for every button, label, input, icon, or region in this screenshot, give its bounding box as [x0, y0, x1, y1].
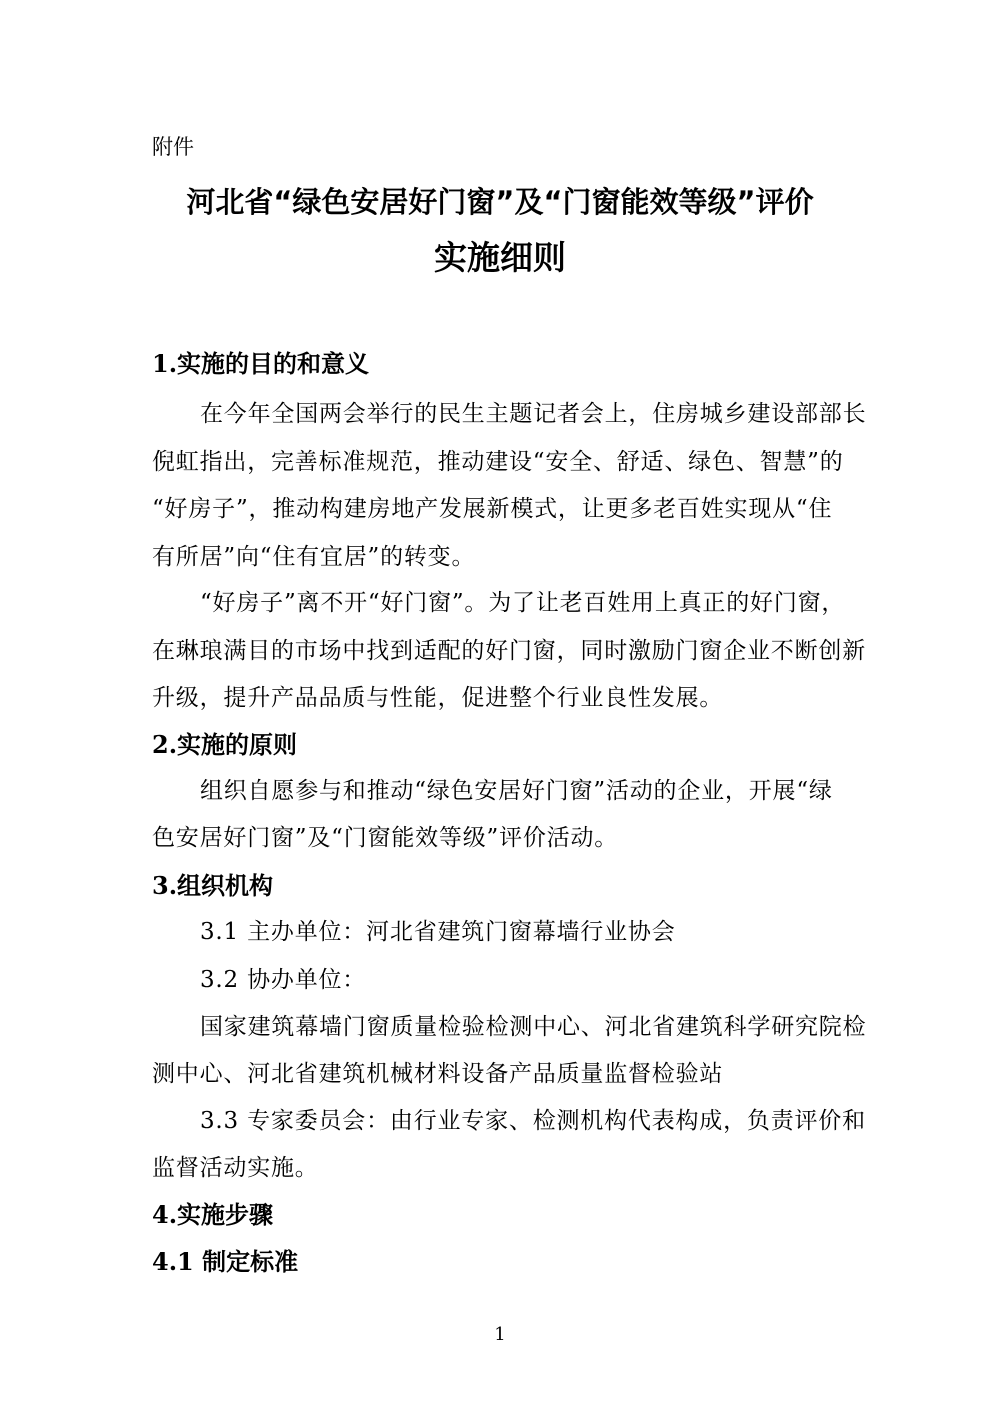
subsection-4-1-heading: 4.1 制定标准: [152, 1247, 299, 1276]
paragraph-line: 组织自愿参与和推动“绿色安居好门窗”活动的企业，开展“绿: [200, 778, 833, 804]
paragraph-line: 监督活动实施。: [152, 1155, 319, 1181]
section-3-heading: 3.组织机构: [152, 871, 274, 900]
document-title: 河北省“绿色安居好门窗”及“门窗能效等级”评价: [186, 185, 814, 219]
section-4-heading: 4.实施步骤: [152, 1200, 274, 1229]
paragraph-line: 有所居”向“住有宜居”的转变。: [152, 544, 476, 570]
paragraph-line: 国家建筑幕墙门窗质量检验检测中心、河北省建筑科学研究院检: [200, 1014, 867, 1040]
paragraph-line: “好房子”离不开“好门窗”。为了让老百姓用上真正的好门窗，: [200, 590, 846, 616]
page-number: 1: [494, 1324, 506, 1345]
attachment-label: 附件: [152, 135, 194, 159]
document-subtitle: 实施细则: [434, 238, 566, 277]
section-2-heading: 2.实施的原则: [152, 730, 298, 759]
paragraph-line: 升级，提升产品品质与性能，促进整个行业良性发展。: [152, 685, 724, 711]
section-1-heading: 1.实施的目的和意义: [152, 349, 370, 378]
paragraph-line: 色安居好门窗”及“门窗能效等级”评价活动。: [152, 825, 619, 851]
paragraph-line: 在今年全国两会举行的民生主题记者会上，住房城乡建设部部长: [200, 401, 867, 427]
co-organizer-item: 3.2 协办单位：: [200, 967, 367, 993]
paragraph-line: 倪虹指出，完善标准规范，推动建设“安全、舒适、绿色、智慧”的: [152, 449, 844, 475]
paragraph-line: “好房子”，推动构建房地产发展新模式，让更多老百姓实现从“住: [152, 496, 833, 522]
paragraph-line: 在琳琅满目的市场中找到适配的好门窗，同时激励门窗企业不断创新: [152, 638, 866, 664]
expert-committee-item: 3.3 专家委员会：由行业专家、检测机构代表构成，负责评价和: [200, 1108, 866, 1134]
organizer-item: 3.1 主办单位：河北省建筑门窗幕墙行业协会: [200, 919, 676, 945]
paragraph-line: 测中心、河北省建筑机械材料设备产品质量监督检验站: [152, 1061, 724, 1087]
